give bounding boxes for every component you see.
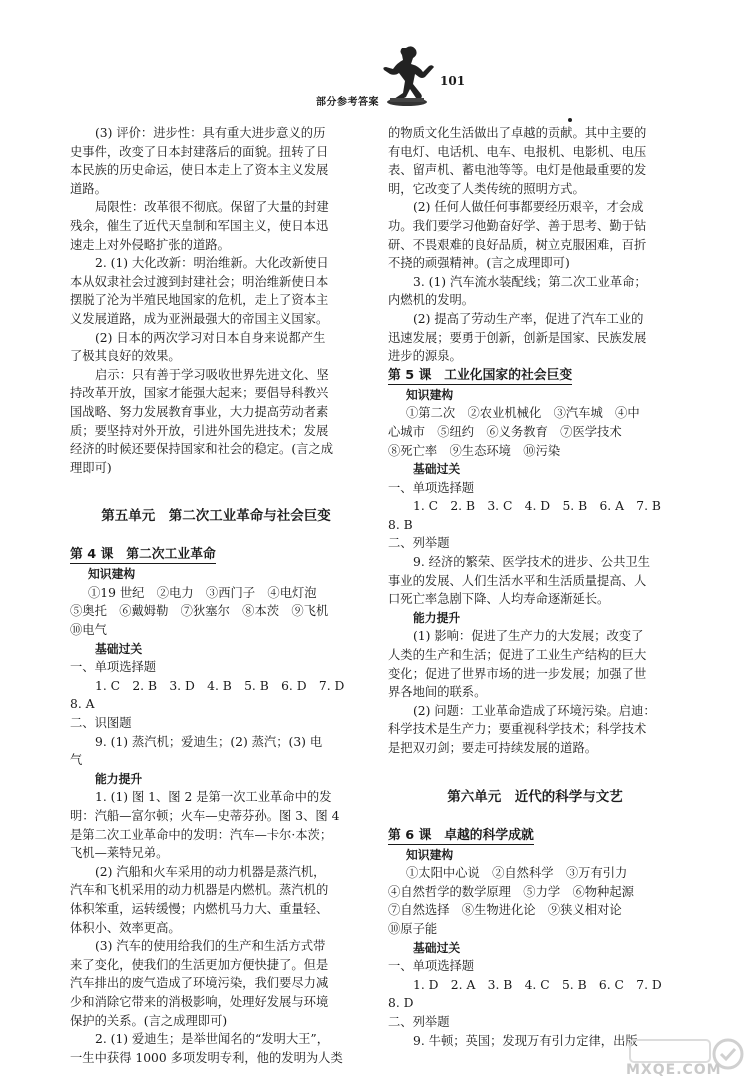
section-heading: 基础过关 [413,462,461,477]
watermark-site: MXQE.COM [626,1062,722,1078]
right-column [388,124,682,1050]
unit-title: 第五单元 第二次工业革命与社会巨变 [101,508,331,525]
text-line: 心城市 ⑤纽约 ⑥义务教育 ⑦医学技术 [388,424,622,439]
spacer [388,808,682,826]
text-line: (2) 日本的两次学习对日本自身来说都产生 [95,330,326,345]
text-line: 8. B [388,517,413,532]
text-line: 3. (1) 汽车流水装配线；第二次工业革命； [413,274,647,289]
text-line: 本从奴隶社会过渡到封建社会；明治维新使日本 [70,274,329,289]
text-line: (1) 影响：促进了生产力的大发展；改变了 [413,629,644,644]
text-line: ④自然哲学的数学原理 ⑤力学 ⑥物种起源 [388,884,634,899]
text-line: 功。我们要学习他勤奋好学、善于思考、勤于钻 [388,218,647,233]
lesson-title [388,366,682,386]
text-line: 汽车和飞机采用的动力机器是内燃机。蒸汽机的 [70,883,329,898]
text-line: 1. (1) 图 1、图 2 是第一次工业革命中的发 [95,790,332,805]
text-line: 持改革开放，国家才能强大起来；要倡导科教兴 [70,386,329,401]
text-line: 表、留声机、蓄电池等等。电灯是他最重要的发 [388,163,647,178]
text-line: ①太阳中心说 ②自然科学 ③万有引力 [406,866,628,881]
text-line: 2. (1) 爱迪生；是举世闻名的“发明大王”， [95,1032,329,1047]
page-number: 101 [440,74,466,88]
text-line: 1. C 2. B 3. C 4. D 5. B 6. A 7. B [413,499,661,514]
lesson-title [70,545,362,565]
text-line: 道路。 [70,181,107,196]
text-line: 明：汽船—富尔顿；火车—史蒂芬孙。图 3、图 4 [70,809,340,823]
text-line: 局限性：改革很不彻底。保留了大量的封建 [95,200,329,215]
lesson-title-text: 第 5 课 工业化国家的社会巨变 [388,367,573,383]
spacer [70,477,362,505]
text-line: ⑩电气 [70,623,107,638]
text-line: 迅速发展；要勇于创新，创新是国家、民族发展 [388,330,647,345]
text-line: 进步的源泉。 [388,349,462,364]
text-line: ①19 世纪 ②电力 ③西门子 ④电灯泡 [88,585,317,600]
text-line: (3) 汽车的使用给我们的生产和生活方式带 [95,939,326,954]
text-line: 气 [70,753,83,768]
text-line: (2) 汽船和火车采用的动力机器是蒸汽机， [95,864,326,879]
text-line: 摆脱了沦为半殖民地国家的危机，走上了资本主 [70,293,329,308]
text-line: 9. 经济的繁荣、医学技术的进步、公共卫生 [413,555,650,570]
text-line: 来了变化，使我们的生活更加方便快捷了。但是 [70,957,329,972]
section-heading: 知识建构 [406,387,454,402]
text-line: 一、单项选择题 [388,480,475,495]
text-line: 内燃机的发明。 [388,293,475,308]
spacer [70,527,362,545]
text-line: 明，它改变了人类传统的照明方式。 [388,181,585,196]
spacer [388,758,682,786]
text-line: 9. (1) 蒸汽机；爱迪生；(2) 蒸汽；(3) 电 [95,734,323,749]
text-line: 体积小、效率更高。 [70,920,181,935]
text-line: 人类的生产和生活；促进了工业生产结构的巨大 [388,648,647,663]
text-line: 史事件，改变了日本封建落后的面貌。扭转了日 [70,144,329,159]
text-line: 不挠的顽强精神。(言之成理即可) [388,256,570,271]
text-line: 一生中获得 1000 多项发明专利，他的发明为人类 [70,1050,343,1065]
text-line: 启示：只有善于学习吸收世界先进文化、坚 [95,367,329,382]
text-line: 有电灯、电话机、电车、电报机、电影机、电压 [388,144,647,159]
text-line: 了极其良好的效果。 [70,349,181,364]
text-line: 国战略、努力发展教育事业，大力提高劳动者素 [70,404,329,419]
text-line: 8. D [388,996,414,1011]
section-heading: 基础过关 [95,641,143,656]
text-line: 一、单项选择题 [70,660,157,675]
text-line: 事业的发展、人们生活水平和生活质量提高、人 [388,573,647,588]
unit-title: 第六单元 近代的科学与文艺 [447,788,623,805]
text-line: 少和消除它带来的消极影响，处理好发展与环境 [70,994,329,1009]
section-heading: 能力提升 [95,771,143,786]
text-line: 二、列举题 [388,536,450,551]
text-line: (2) 提高了劳动生产率，促进了汽车工业的 [413,311,644,326]
running-head: 部分参考答案 [316,97,379,108]
text-line: 质；要坚持对外开放，引进外国先进技术；发展 [70,423,329,438]
section-heading: 能力提升 [413,610,461,625]
page-header [0,0,750,120]
left-column [70,124,362,1067]
text-line: 科学技术是生产力；要重视科学技术；科学技术 [388,722,647,737]
text-line: 的物质文化生活做出了卓越的贡献。其中主要的 [388,126,647,140]
text-line: 飞机—莱特兄弟。 [70,846,169,861]
section-heading: 基础过关 [413,940,461,955]
text-line: 变化；促进了世界市场的进一步发展；加强了世 [388,666,647,681]
text-line: 速走上对外侵略扩张的道路。 [70,237,230,252]
discus-thrower-logo-icon [376,42,438,108]
text-line: 界各地间的联系。 [388,685,487,700]
text-line: 二、列举题 [388,1014,450,1029]
section-heading: 知识建构 [88,567,136,582]
text-line: ⑤奥托 ⑥戴姆勒 ⑦狄塞尔 ⑧本茨 ⑨飞机 [70,604,329,619]
text-line: 研、不畏艰难的良好品质，树立克服困难，百折 [388,237,647,252]
print-dot [568,118,572,122]
text-line: 汽车排出的废气造成了环境污染，我们要尽力减 [70,976,329,991]
text-line: 是第二次工业革命中的发明：汽车—卡尔·本茨； [70,827,333,842]
text-line: (3) 评价：进步性：具有重大进步意义的历 [95,126,326,140]
text-line: ⑧死亡率 ⑨生态环境 ⑩污染 [388,443,561,458]
text-line: ⑦自然选择 ⑧生物进化论 ⑨狭义相对论 [388,903,622,918]
text-line: (2) 任何人做任何事都要经历艰辛，才会成 [413,200,644,215]
lesson-title [388,826,682,846]
text-line: 口死亡率急剧下降、人均寿命逐渐延长。 [388,592,610,607]
text-line: 1. D 2. A 3. B 4. C 5. B 6. C 7. D [413,977,662,992]
text-line: 残余，催生了近代天皇制和军国主义，使日本迅 [70,218,329,233]
text-line: 保护的关系。(言之成理即可) [70,1013,228,1028]
lesson-title-text: 第 6 课 卓越的科学成就 [388,827,534,843]
text-line: 8. A [70,697,95,712]
text-line: 1. C 2. B 3. D 4. B 5. B 6. D 7. D [95,678,345,693]
text-line: ①第二次 ②农业机械化 ③汽车城 ④中 [406,406,640,421]
text-line: 是把双刃剑；要走可持续发展的道路。 [388,741,598,755]
text-line: 义发展道路，成为亚洲最强大的帝国主义国家。 [70,311,329,326]
lesson-title-text: 第 4 课 第二次工业革命 [70,547,216,563]
text-line: 二、识图题 [70,716,132,731]
text-line: 9. 牛顿；英国；发现万有引力定律，出版 [413,1033,638,1048]
text-line: 体积笨重，运转缓慢；内燃机马力大、重量轻、 [70,901,329,916]
text-line: 本民族的历史命运，使日本走上了资本主义发展 [70,163,329,178]
text-line: 理即可) [70,460,112,475]
text-line: 经济的时候还要保持国家和社会的稳定。(言之成 [70,442,334,457]
section-heading: 知识建构 [406,847,454,862]
text-line: 2. (1) 大化改新：明治维新。大化改新使日 [95,256,329,271]
text-line: ⑩原子能 [388,921,438,936]
text-line: 一、单项选择题 [388,959,475,974]
text-line: (2) 问题：工业革命造成了环境污染。启迪： [413,703,656,718]
